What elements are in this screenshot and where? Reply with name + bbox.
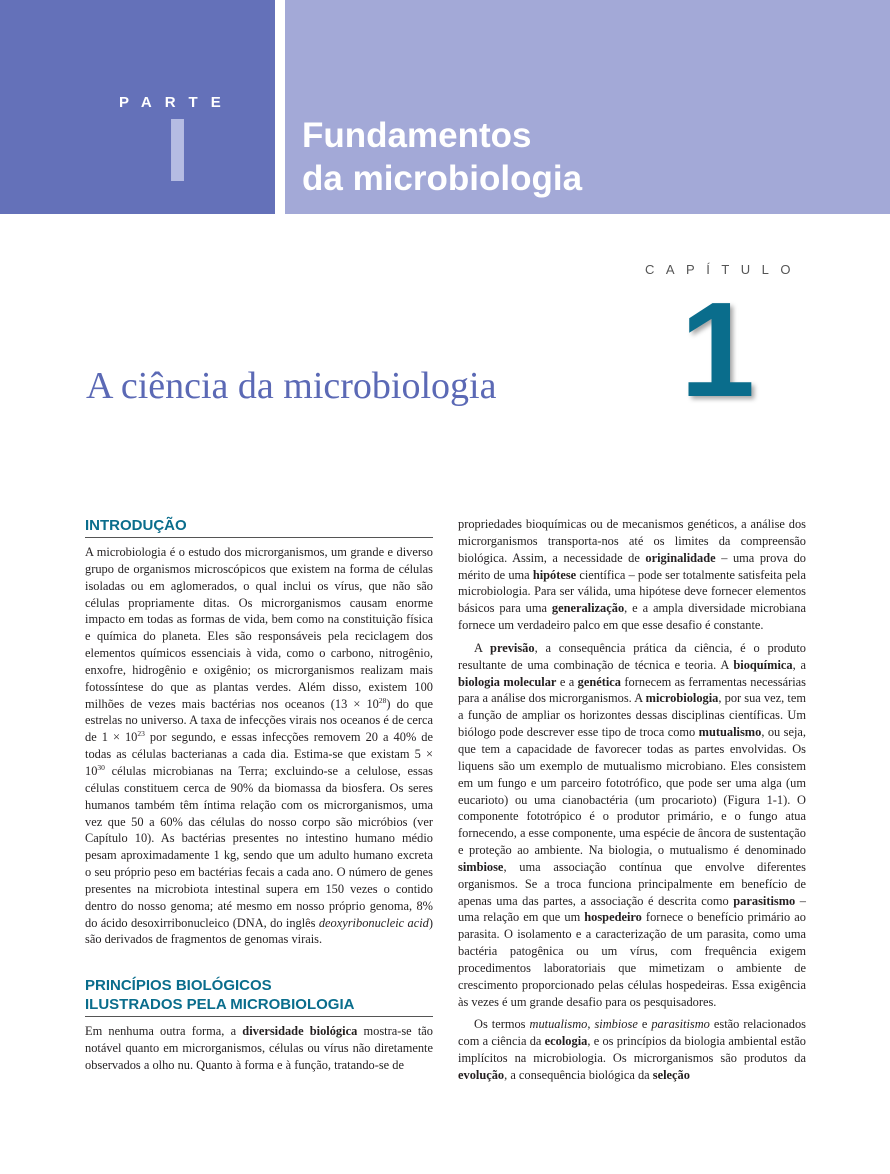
right-paragraph-3: Os termos mutualismo, simbiose e parasitismo estão relacionados com a ciência da ecologia, e os princípios da biologia ambiental estão implícitos na microbiologia. Os microrganismos são produtos da evolução, a consequência biológica da seleção [458,1017,806,1082]
part-label: PARTE [119,94,234,111]
right-paragraph-1: propriedades bioquímicas ou de mecanismos genéticos, a análise dos microrganismos transporta-nos até os limites da compreensão biológica. Assim, a necessidade de originalidade – uma prova do mérito de uma hipótese científica – pode ser totalmente satisfeita pela microbiologia. Para ser válida, uma hipótese deve fornecer elementos básicos para uma generalização, e a ampla diversidade microbiana fornece um verdadeiro palco em que esse desafio é constante. [458,517,806,633]
introducao-paragraph: A microbiologia é o estudo dos microrganismos, um grande e diverso grupo de organismos microscópicos que existem na forma de células isoladas ou em aglomerados, o qual inclui os vírus, que não são células propriamente ditas. Os microrganismos causam enorme impacto em todas as formas de vida, bem como na constituição física e química do planeta. Eles são responsáveis pela reciclagem dos elementos químicos essenciais à vida, como o carbono, nitrogênio, enxofre, hidrogênio e oxigênio; os microrganismos realizam mais fotossíntese do que as plantas verdes. Além disso, existem 100 milhões de vezes mais bactérias nos oceanos $(13 \times 10^{28})$ do que estrelas no universo. A taxa de infecções virais nos oceanos é de cerca de $1 \times 10^{23}$ por segundo, e essas infecções removem 20 a 40% de todas as células bacterianas a cada dia. Estima-se que existam $5 \times 10^{30}$ células microbianas na Terra; excluindo-se a celulose, essas células constituem cerca de 90% da biomassa da biosfera. Os seres humanos também têm íntima relação com os microrganismos, uma vez que 50 a 60% das células do nosso corpo são micróbios (ver Capítulo 10). As bactérias presentes no intestino humano médio pesam aproximadamente 1 kg, sendo que um adulto humano excreta o seu próprio peso em bactérias fecais a cada ano. O número de genes presentes na microbiota intestinal supera em 150 vezes o contido dentro do nosso genoma; até mesmo em nosso próprio genoma, 8% do ácido desoxirribonucleico (DNA, do inglês deoxyribonucleic acid) são derivados de fragmentos de genomas virais. [85,545,433,947]
part-banner-divider [275,0,285,214]
section-heading-principios: PRINCÍPIOS BIOLÓGICOS ILUSTRADOS PELA MICROBIOLOGIA [85,976,433,1017]
right-column [458,516,806,1084]
principios-paragraph: Em nenhuma outra forma, a diversidade biológica mostra-se tão notável quanto em microrganismos, células ou vírus não diretamente observados a olho nu. Quanto à forma e à função, tratando-se de [85,1024,433,1072]
part-number: I [165,101,191,201]
chapter-title: A ciência da microbiologia [86,365,497,407]
part-title-line1: Fundamentos [302,116,532,155]
chapter-number: 1 [680,274,756,425]
part-title [302,114,582,200]
section-heading-introducao: INTRODUÇÃO [85,516,433,538]
right-paragraph-2: A previsão, a consequência prática da ciência, é o produto resultante de uma combinação de técnica e teoria. A bioquímica, a biologia molecular e a genética fornecem as ferramentas necessárias para a análise dos microrganismos. A microbiologia, por sua vez, tem a função de ampliar os horizontes dessas disciplinas científicas. Um biólogo pode descrever esse tipo de troca como mutualismo, ou seja, que tem a capacidade de favorecer todas as partes envolvidas. Os liquens são um exemplo de mutualismo microbiano. Eles consistem em um fungo e um parceiro fototrófico, que pode ser uma alga (um eucarioto) ou uma cianobactéria (um procarioto) (Figura 1-1). O componente fototrópico é o produtor primário, e o fungo atua fornecendo, a esse componente, uma espécie de âncora de sustentação e proteção ao ambiente. Na biologia, o mutualismo é denominado simbiose, uma associação contínua que envolve diferentes organismos. Se a troca funciona principalmente em benefício de apenas uma das partes, a associação é descrita como parasitismo – uma relação em que um hospedeiro fornece o benefício primário ao parasita. O isolamento e a caracterização de um parasita, como uma bactéria patogênica ou um vírus, com frequência exigem procedimentos laboratoriais que mimetizam o ambiente de crescimento proporcionado pelas células hospedeiras. Essa exigência às vezes é um grande desafio para os pesquisadores. [458,640,807,1009]
left-column [85,516,433,1074]
part-title-line2: da microbiologia [302,159,583,198]
chapter-label: CAPÍTULO [645,262,803,277]
